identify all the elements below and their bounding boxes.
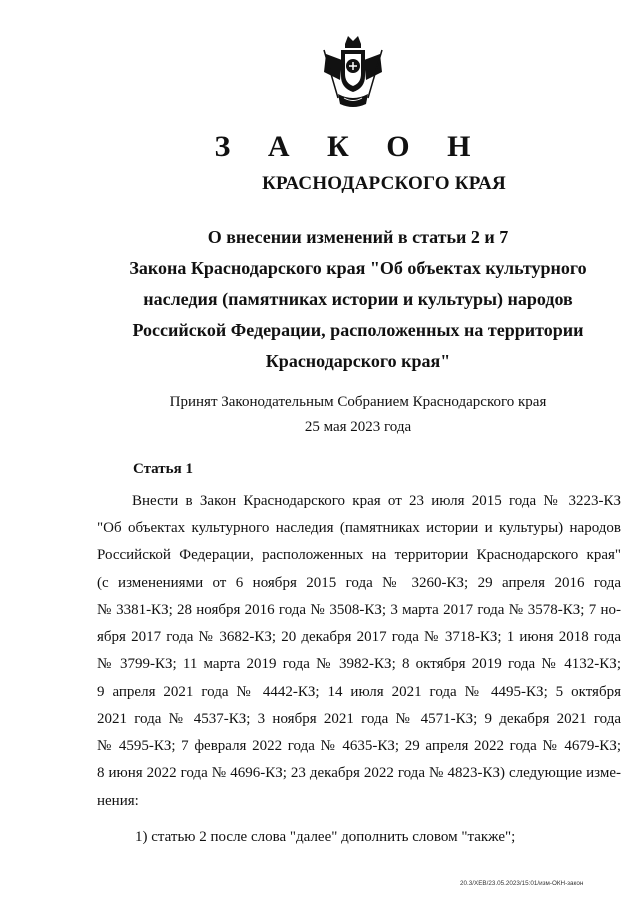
article-line: 2021 года № 4537-КЗ; 3 ноября 2021 года № 4571-КЗ; 9 декабря 2021 года (97, 711, 621, 727)
article-line: 8 июня 2022 года № 4696-КЗ; 23 декабря 2022 года № 4823-КЗ) следующие изме- (97, 765, 621, 781)
adoption-note (118, 390, 598, 440)
region-heading: КРАСНОДАРСКОГО КРАЯ (262, 173, 506, 194)
article-line: ября 2017 года № 3682-КЗ; 20 декабря 2017 года № 3718-КЗ; 1 июня 2018 года (97, 629, 621, 645)
article-line: (с изменениями от 6 ноября 2015 года № 3260-КЗ; 29 апреля 2016 года (97, 575, 621, 591)
article-item-1: 1) статью 2 после слова "далее" дополнить словом "также"; (135, 829, 516, 845)
document-code: 20.3/ХЕВ/23.05.2023/15:01/изм-ОКН-закон (460, 880, 584, 887)
subject-line: наследия (памятниках истории и культуры) народов (143, 289, 573, 309)
article-title: Статья 1 (133, 461, 193, 477)
subject-line: Краснодарского края" (265, 351, 451, 371)
subject-line: Закона Краснодарского края "Об объектах культурного (129, 258, 587, 278)
article-line: нения: (97, 793, 139, 809)
adoption-body: Принят Законодательным Собранием Краснодарского края (169, 394, 547, 410)
article-line: Внести в Закон Краснодарского края от 23 июля 2015 года № 3223-КЗ (132, 493, 621, 509)
subject-line: Российской Федерации, расположенных на территории (132, 320, 584, 340)
article-line: 9 апреля 2021 года № 4442-КЗ; 14 июля 2021 года № 4495-КЗ; 5 октября (97, 684, 621, 700)
coat-of-arms-icon (318, 32, 388, 112)
law-subject (118, 222, 598, 377)
article-line: Российской Федерации, расположенных на территории Краснодарского края" (97, 547, 621, 563)
article-line: № 4595-КЗ; 7 февраля 2022 года № 4635-КЗ; 29 апреля 2022 года № 4679-КЗ; (97, 738, 621, 754)
adoption-date: 25 мая 2023 года (304, 419, 412, 435)
subject-line: О внесении изменений в статьи 2 и 7 (207, 227, 509, 247)
article-line: № 3799-КЗ; 11 марта 2019 года № 3982-КЗ; 8 октября 2019 года № 4132-КЗ; (97, 656, 621, 672)
article-line: "Об объектах культурного наследия (памятниках истории и культуры) народов (97, 520, 621, 536)
article-line: № 3381-КЗ; 28 ноября 2016 года № 3508-КЗ; 3 марта 2017 года № 3578-КЗ; 7 но- (97, 602, 621, 618)
law-heading: З А К О Н (214, 130, 486, 163)
